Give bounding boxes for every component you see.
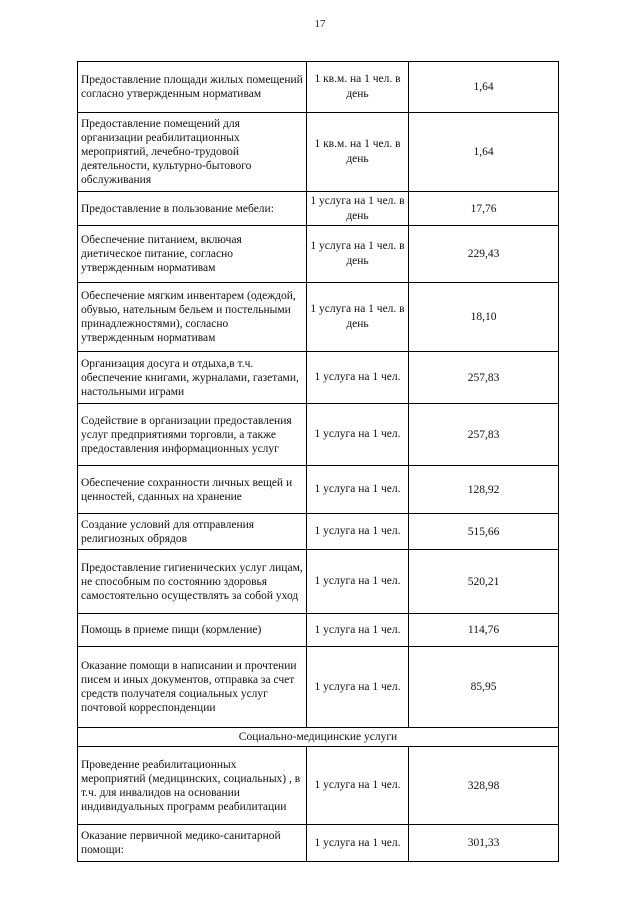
service-unit: 1 услуга на 1 чел. в день [307, 283, 409, 352]
service-name: Проведение реабилитационных мероприятий (медицинских, социальных) , в т.ч. для инвалидов на основании индивидуальных программ реабилитации [78, 747, 307, 825]
service-price: 328,98 [409, 747, 559, 825]
service-name: Создание условий для отправления религиозных обрядов [78, 514, 307, 550]
service-name: Обеспечение сохранности личных вещей и ценностей, сданных на хранение [78, 466, 307, 514]
service-unit: 1 услуга на 1 чел. в день [307, 226, 409, 283]
section-title: Социально-медицинские услуги [78, 728, 559, 747]
service-unit: 1 услуга на 1 чел. [307, 647, 409, 728]
service-price: 1,64 [409, 62, 559, 113]
service-name: Оказание помощи в написании и прочтении писем и иных документов, отправка за счет средств получателя социальных услуг почтовой корреспонденции [78, 647, 307, 728]
service-unit: 1 услуга на 1 чел. [307, 825, 409, 862]
table-row [78, 404, 559, 466]
service-price: 18,10 [409, 283, 559, 352]
service-price: 128,92 [409, 466, 559, 514]
service-name: Содействие в организации предоставления услуг предприятиями торговли, а также предоставления информационных услуг [78, 404, 307, 466]
service-name: Предоставление площади жилых помещений согласно утвержденным нормативам [78, 62, 307, 113]
service-unit: 1 услуга на 1 чел. [307, 747, 409, 825]
page-number: 17 [314, 18, 326, 30]
table-row [78, 62, 559, 113]
service-unit: 1 услуга на 1 чел. в день [307, 192, 409, 226]
services-table [77, 61, 559, 862]
section-row [78, 728, 559, 747]
service-unit: 1 услуга на 1 чел. [307, 404, 409, 466]
table-row [78, 514, 559, 550]
service-unit: 1 услуга на 1 чел. [307, 466, 409, 514]
service-price: 257,83 [409, 404, 559, 466]
service-unit: 1 услуга на 1 чел. [307, 550, 409, 614]
table-row [78, 352, 559, 404]
table-row [78, 283, 559, 352]
service-price: 257,83 [409, 352, 559, 404]
service-name: Обеспечение мягким инвентарем (одеждой, обувью, нательным бельем и постельными принадлежностями), согласно утвержденным нормативам [78, 283, 307, 352]
service-price: 114,76 [409, 614, 559, 647]
service-name: Обеспечение питанием, включая диетическое питание, согласно утвержденным нормативам [78, 226, 307, 283]
table-row [78, 226, 559, 283]
table-row [78, 614, 559, 647]
service-price: 17,76 [409, 192, 559, 226]
service-price: 85,95 [409, 647, 559, 728]
service-unit: 1 услуга на 1 чел. [307, 514, 409, 550]
service-unit: 1 услуга на 1 чел. [307, 614, 409, 647]
service-price: 229,43 [409, 226, 559, 283]
table-row [78, 550, 559, 614]
service-name: Предоставление в пользование мебели: [78, 192, 307, 226]
table-row [78, 825, 559, 862]
table-row [78, 747, 559, 825]
service-name: Помощь в приеме пищи (кормление) [78, 614, 307, 647]
service-price: 1,64 [409, 113, 559, 192]
service-unit: 1 услуга на 1 чел. [307, 352, 409, 404]
service-price: 520,21 [409, 550, 559, 614]
table-row [78, 192, 559, 226]
service-name: Организация досуга и отдыха,в т.ч. обеспечение книгами, журналами, газетами, настольными играми [78, 352, 307, 404]
service-unit: 1 кв.м. на 1 чел. в день [307, 113, 409, 192]
service-name: Оказание первичной медико-санитарной помощи: [78, 825, 307, 862]
service-price: 515,66 [409, 514, 559, 550]
service-price: 301,33 [409, 825, 559, 862]
table-row [78, 113, 559, 192]
table-row [78, 647, 559, 728]
table-row [78, 466, 559, 514]
service-unit: 1 кв.м. на 1 чел. в день [307, 62, 409, 113]
service-name: Предоставление гигиенических услуг лицам, не способным по состоянию здоровья самостоятельно осуществлять за собой уход [78, 550, 307, 614]
service-name: Предоставление помещений для организации реабилитационных мероприятий, лечебно-трудовой деятельности, культурно-бытового обслуживания [78, 113, 307, 192]
